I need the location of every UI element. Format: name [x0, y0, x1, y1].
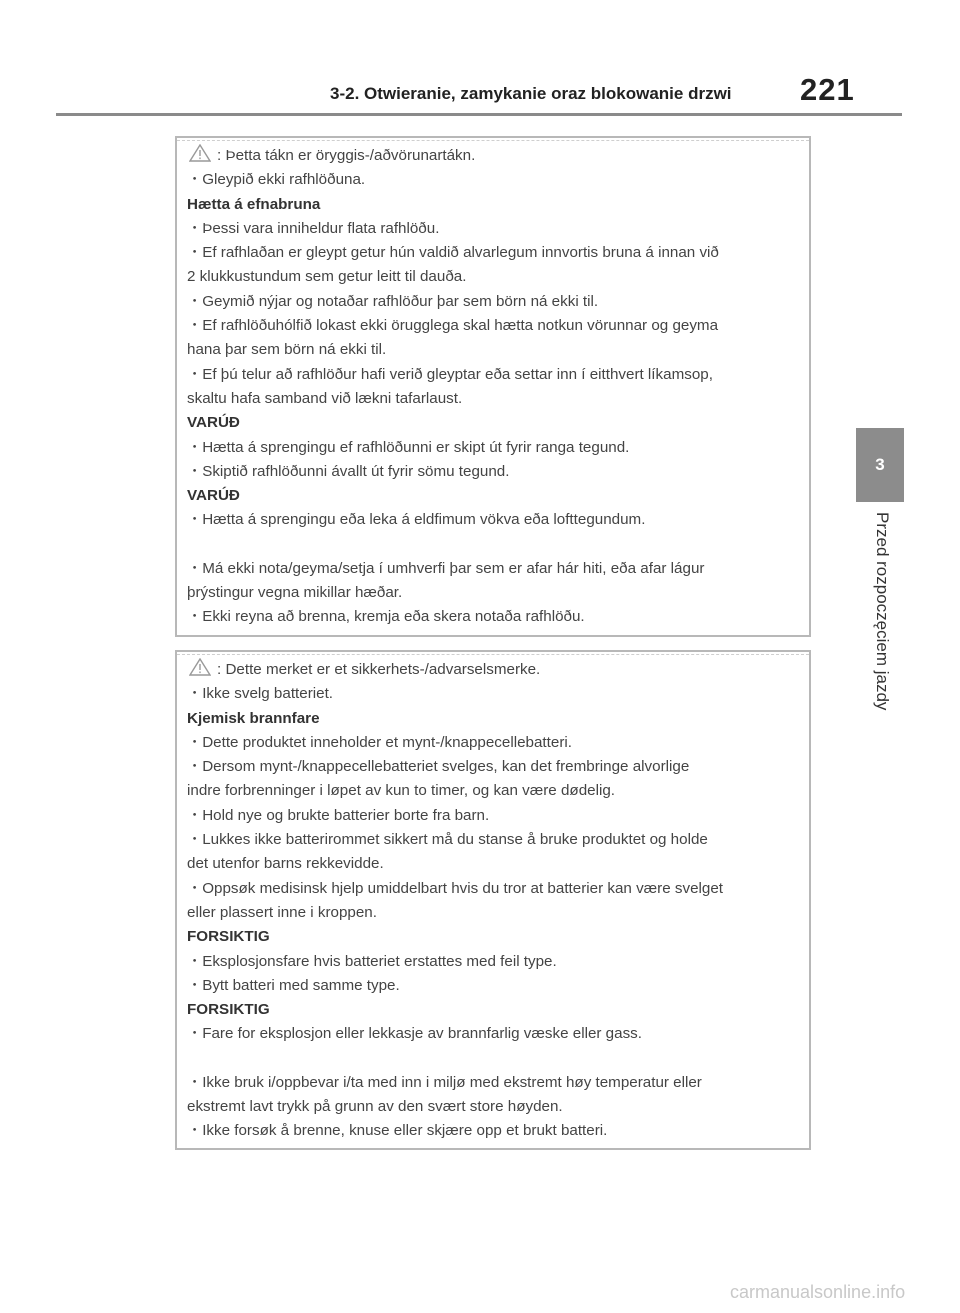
warning-text: ・Ef þú telur að rafhlöður hafi verið gleyptar eða settar inn í eitthvert líkamsop,	[187, 365, 713, 383]
warning-text-line	[187, 605, 797, 629]
warning-text-line	[187, 682, 797, 706]
warning-text-line	[187, 1119, 797, 1143]
warning-text-line	[187, 241, 797, 265]
warning-text: ・Gleypið ekki rafhlöðuna.	[187, 171, 366, 189]
warning-text: ・Ikke bruk i/oppbevar i/ta med inn i miljø med ekstremt høy temperatur eller	[187, 1073, 702, 1091]
warning-text-line	[187, 168, 797, 192]
warning-text: þrýstingur vegna mikillar hæðar.	[187, 584, 403, 602]
warning-text: ・Ikke forsøk å brenne, knuse eller skjære opp et brukt batteri.	[187, 1122, 608, 1140]
warning-text-line	[187, 852, 797, 876]
warning-box-icelandic	[175, 136, 811, 637]
warning-text-line	[187, 877, 797, 901]
warning-text-line	[187, 460, 797, 484]
warning-text: FORSIKTIG	[187, 1001, 270, 1019]
warning-text: ・Skiptið rafhlöðunni ávallt út fyrir sömu tegund.	[187, 462, 510, 480]
warning-text: ・Ef rafhlöðuhólfið lokast ekki örugglega skal hætta notkun vörunnar og geyma	[187, 317, 719, 335]
warning-text: ・Dette produktet inneholder et mynt-/knappecellebatteri.	[187, 733, 572, 751]
warning-text: ekstremt lavt trykk på grunn av den svært store høyden.	[187, 1098, 563, 1116]
warning-heading	[187, 193, 797, 217]
warning-text: ・Lukkes ikke batterirommet sikkert må du stanse å bruke produktet og holde	[187, 831, 708, 849]
page-number: 221	[800, 72, 855, 107]
warning-text-line	[187, 217, 797, 241]
warning-text: ・Geymið nýjar og notaðar rafhlöður þar sem börn ná ekki til.	[187, 292, 599, 310]
warning-text-line	[187, 731, 797, 755]
warning-text-line	[187, 901, 797, 925]
warning-heading	[187, 925, 797, 949]
warning-text: ・Fare for eksplosjon eller lekkasje av brannfarlig væske eller gass.	[187, 1025, 642, 1043]
warning-text: indre forbrenninger i løpet av kun to timer, og kan være dødelig.	[187, 782, 616, 800]
chapter-tab	[856, 428, 904, 502]
warning-text: det utenfor barns rekkevidde.	[187, 855, 384, 873]
warning-heading	[187, 998, 797, 1022]
warning-text-line	[187, 338, 797, 362]
warning-text: ・Hætta á sprengingu ef rafhlöðunni er skipt út fyrir ranga tegund.	[187, 438, 630, 456]
warning-heading	[187, 484, 797, 508]
page-header	[0, 0, 960, 120]
warning-text-line	[187, 779, 797, 803]
warning-text-line	[187, 581, 797, 605]
warning-text-line	[187, 1071, 797, 1095]
header-divider	[56, 113, 902, 116]
warning-heading	[187, 707, 797, 731]
warning-text-line	[187, 557, 797, 581]
warning-text-line	[187, 1095, 797, 1119]
warning-text-line	[187, 387, 797, 411]
warning-text-line	[187, 436, 797, 460]
warning-text: ・Hold nye og brukte batterier borte fra barn.	[187, 806, 490, 824]
warning-text-line	[187, 508, 797, 532]
warning-text: VARÚÐ	[187, 487, 240, 505]
warning-text-line	[187, 290, 797, 314]
warning-text-line	[187, 265, 797, 289]
warning-text: ・Ekki reyna að brenna, kremja eða skera notaða rafhlöðu.	[187, 608, 585, 626]
warning-text-line	[187, 1022, 797, 1046]
warning-text: ・Ikke svelg batteriet.	[187, 685, 334, 703]
warning-text-line	[187, 755, 797, 779]
warning-triangle-icon	[189, 144, 211, 162]
warning-text: ・Oppsøk medisinsk hjelp umiddelbart hvis du tror at batterier kan være svelget	[187, 879, 724, 897]
warning-text-line	[187, 363, 797, 387]
chapter-number: 3	[875, 455, 885, 474]
warning-text: 2 klukkustundum sem getur leitt til dauða.	[187, 268, 467, 286]
warning-text: ・Dersom mynt-/knappecellebatteriet svelges, kan det frembringe alvorlige	[187, 758, 690, 776]
warning-text: VARÚÐ	[187, 414, 240, 432]
warning-text: Hætta á efnabruna	[187, 195, 321, 213]
warning-text-line	[187, 828, 797, 852]
warning-triangle-icon	[189, 658, 211, 676]
warning-text: : Þetta tákn er öryggis-/aðvörunartákn.	[217, 147, 476, 164]
warning-text-line	[187, 1047, 797, 1071]
warning-heading	[187, 411, 797, 435]
warning-text: ・Bytt batteri med samme type.	[187, 976, 400, 994]
warning-text: hana þar sem börn ná ekki til.	[187, 341, 387, 359]
footer-watermark: carmanualsonline.info	[730, 1282, 906, 1302]
warning-text-line	[187, 658, 797, 682]
warning-text-line	[187, 974, 797, 998]
warning-text-line	[187, 144, 797, 168]
warning-text: Kjemisk brannfare	[187, 709, 320, 727]
warning-text-line	[187, 533, 797, 557]
warning-text: ・Eksplosjonsfare hvis batteriet erstattes med feil type.	[187, 952, 557, 970]
section-title: 3-2. Otwieranie, zamykanie oraz blokowanie drzwi	[330, 84, 732, 103]
warning-box-norwegian	[175, 650, 811, 1150]
warning-text: FORSIKTIG	[187, 928, 270, 946]
warning-text: ・Hætta á sprengingu eða leka á eldfimum vökva eða lofttegundum.	[187, 511, 646, 529]
warning-text-line	[187, 804, 797, 828]
warning-text: ・Þessi vara inniheldur flata rafhlöðu.	[187, 219, 440, 237]
warning-text: ・Ef rafhlaðan er gleypt getur hún valdið alvarlegum innvortis bruna á innan við	[187, 244, 719, 262]
chapter-title: Przed rozpoczęciem jazdy	[873, 512, 892, 711]
warning-text: eller plassert inne i kroppen.	[187, 903, 377, 921]
warning-text: : Dette merket er et sikkerhets-/advarselsmerke.	[217, 661, 541, 678]
warning-text: skaltu hafa samband við lækni tafarlaust.	[187, 389, 463, 407]
warning-text-line	[187, 314, 797, 338]
warning-text-line	[187, 950, 797, 974]
warning-text: ・Má ekki nota/geyma/setja í umhverfi þar sem er afar hár hiti, eða afar lágur	[187, 559, 705, 577]
